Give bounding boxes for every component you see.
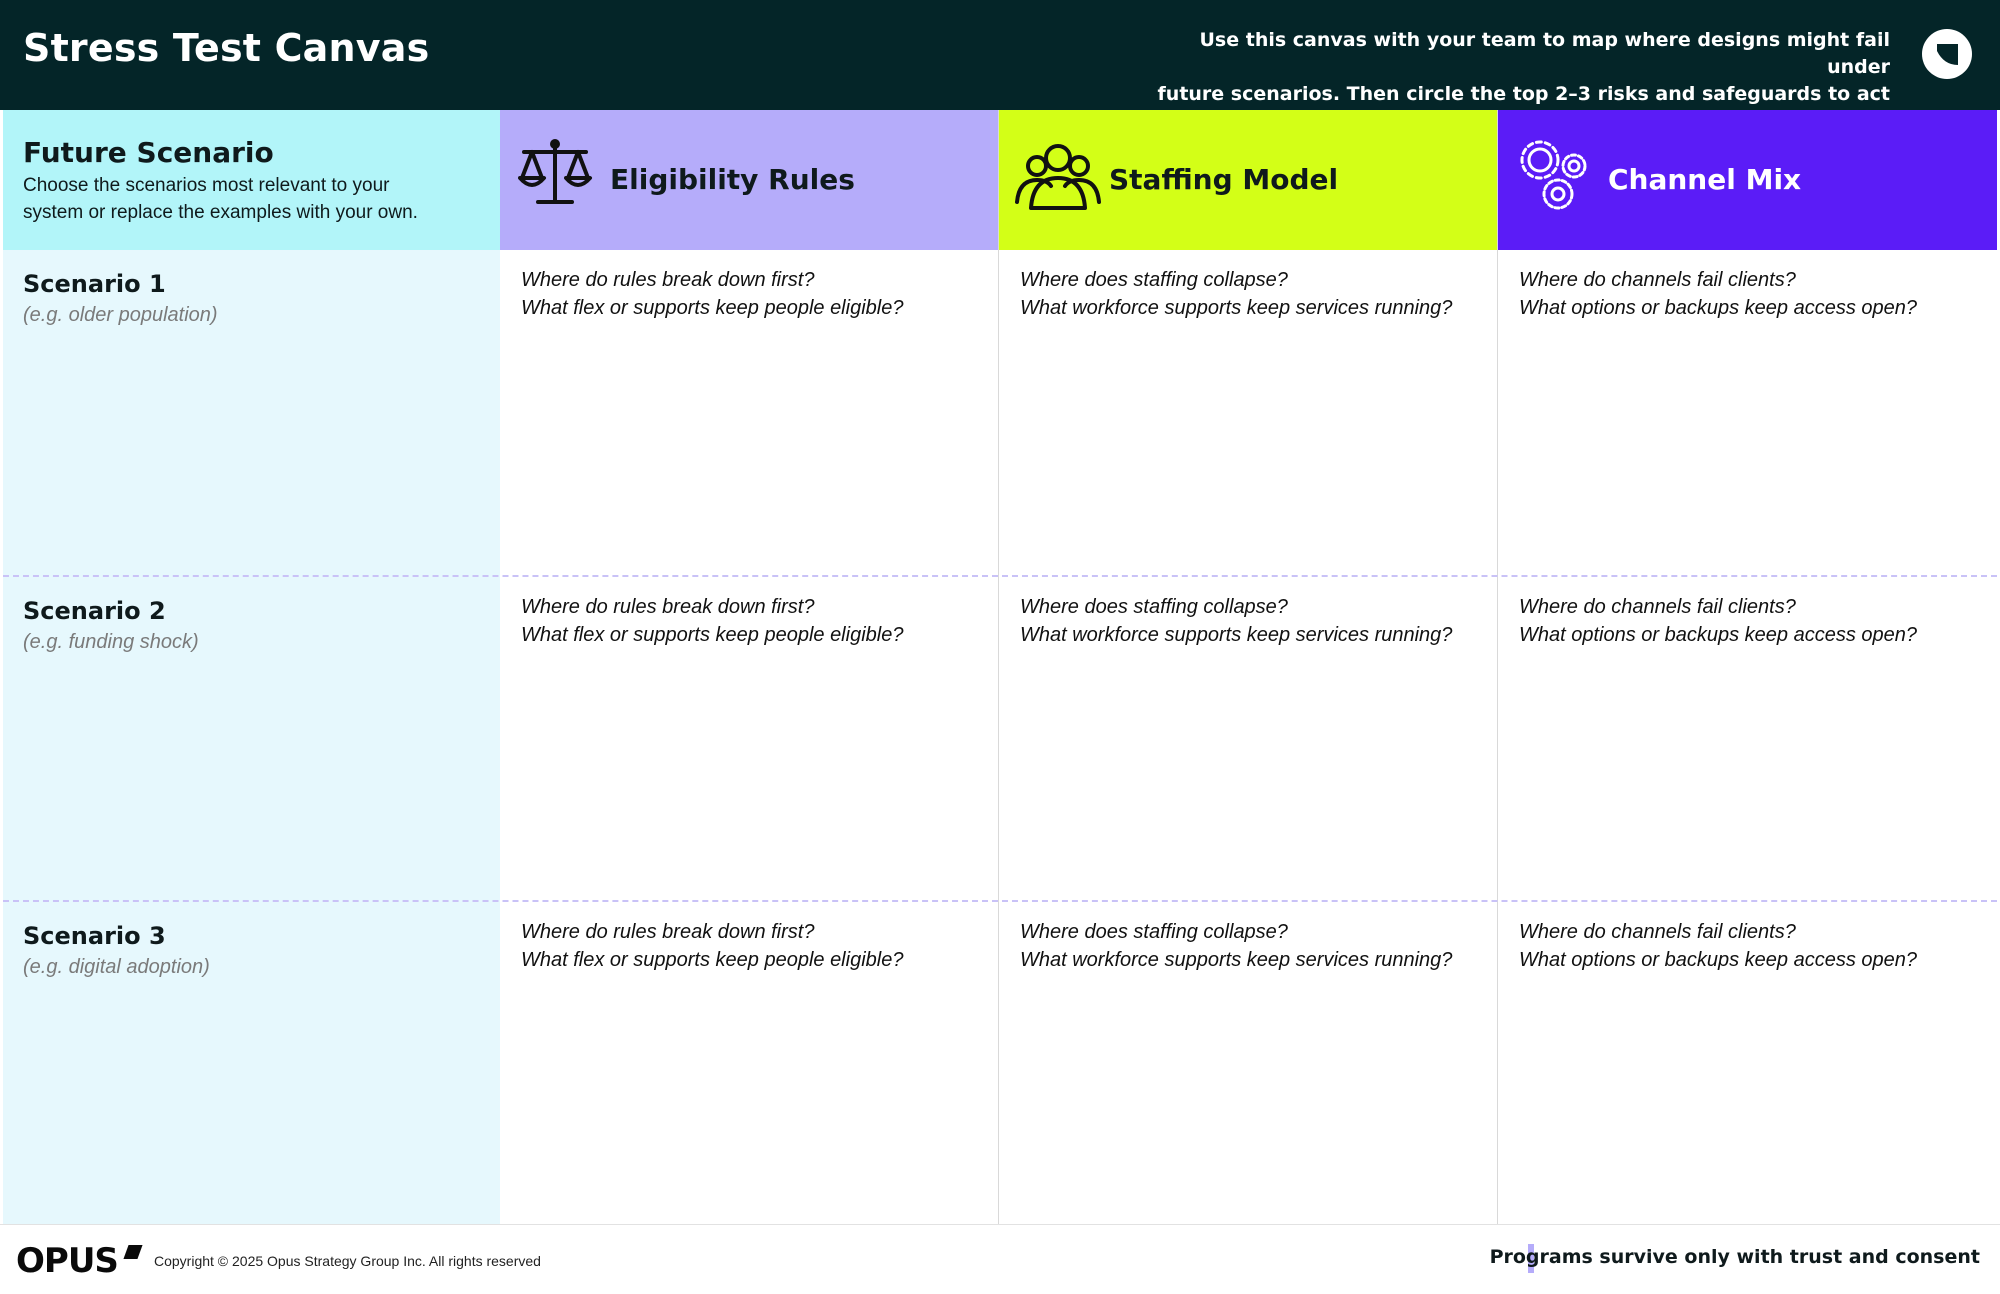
scenario-example: (e.g. digital adoption) (23, 956, 210, 978)
scenario-example: (e.g. older population) (23, 304, 218, 326)
channel-prompt-line-1: Where do channels fail clients? (1519, 596, 1796, 618)
channel-prompt-line-2: What options or backups keep access open? (1519, 297, 1918, 319)
future-scenario-header (3, 110, 500, 250)
future-scenario-description (23, 172, 493, 226)
eligibility-prompt[interactable] (521, 593, 1001, 649)
brand-logo: OPUS (16, 1241, 118, 1281)
brand-mark-icon (1922, 29, 1972, 79)
future-scenario-description-line-1: Choose the scenarios most relevant to your (23, 175, 390, 196)
scenario-row-2 (3, 575, 1997, 900)
eligibility-prompt-line-1: Where do rules break down first? (521, 269, 815, 291)
eligibility-prompt-line-2: What flex or supports keep people eligible? (521, 624, 904, 646)
people-group-icon (1013, 136, 1095, 218)
staffing-model-label: Staffing Model (1109, 163, 1339, 196)
channel-prompt[interactable] (1519, 266, 1999, 322)
channel-prompt[interactable] (1519, 593, 1999, 649)
channel-prompt-line-2: What options or backups keep access open? (1519, 624, 1918, 646)
scenario-title: Scenario 1 (23, 270, 166, 298)
staffing-prompt-line-1: Where does staffing collapse? (1020, 921, 1288, 943)
future-scenario-title: Future Scenario (23, 136, 274, 169)
scenario-title: Scenario 3 (23, 922, 166, 950)
staffing-prompt-line-2: What workforce supports keep services running? (1020, 949, 1453, 971)
eligibility-prompt-line-1: Where do rules break down first? (521, 596, 815, 618)
staffing-prompt-line-2: What workforce supports keep services running? (1020, 297, 1453, 319)
channel-mix-label: Channel Mix (1608, 163, 1802, 196)
eligibility-rules-header (500, 110, 998, 250)
brand-tick-icon (123, 1245, 142, 1259)
scenario-example: (e.g. funding shock) (23, 631, 199, 653)
staffing-model-header (999, 110, 1497, 250)
gears-icon (1512, 136, 1594, 218)
scenario-row-1 (3, 250, 1997, 575)
channel-prompt-line-2: What options or backups keep access open? (1519, 949, 1918, 971)
footer (0, 1224, 2000, 1294)
staffing-prompt[interactable] (1020, 266, 1500, 322)
eligibility-prompt[interactable] (521, 266, 1001, 322)
staffing-prompt-line-1: Where does staffing collapse? (1020, 596, 1288, 618)
future-scenario-description-line-2: system or replace the examples with your own. (23, 202, 418, 223)
eligibility-prompt-line-2: What flex or supports keep people eligible? (521, 949, 904, 971)
instructions-line-2: future scenarios. Then circle the top 2–3 risks and safeguards to act (1157, 83, 1890, 105)
scenario-row-3 (3, 900, 1997, 1225)
scenario-title: Scenario 2 (23, 597, 166, 625)
header (0, 0, 2000, 110)
eligibility-prompt-line-1: Where do rules break down first? (521, 921, 815, 943)
staffing-prompt-line-1: Where does staffing collapse? (1020, 269, 1288, 291)
eligibility-prompt[interactable] (521, 918, 1001, 974)
eligibility-rules-label: Eligibility Rules (610, 163, 855, 196)
staffing-prompt-line-2: What workforce supports keep services running? (1020, 624, 1453, 646)
channel-prompt-line-1: Where do channels fail clients? (1519, 921, 1796, 943)
tagline: Programs survive only with trust and consent (1489, 1246, 1980, 1268)
channel-mix-header (1498, 110, 1997, 250)
eligibility-prompt-line-2: What flex or supports keep people eligible? (521, 297, 904, 319)
staffing-prompt[interactable] (1020, 918, 1500, 974)
staffing-prompt[interactable] (1020, 593, 1500, 649)
scales-icon (514, 136, 596, 218)
copyright: Copyright © 2025 Opus Strategy Group Inc. All rights reserved (154, 1253, 541, 1269)
channel-prompt-line-1: Where do channels fail clients? (1519, 269, 1796, 291)
page-title: Stress Test Canvas (23, 26, 430, 70)
channel-prompt[interactable] (1519, 918, 1999, 974)
instructions-line-1: Use this canvas with your team to map where designs might fail under (1199, 29, 1890, 78)
canvas-grid (3, 110, 1997, 1224)
